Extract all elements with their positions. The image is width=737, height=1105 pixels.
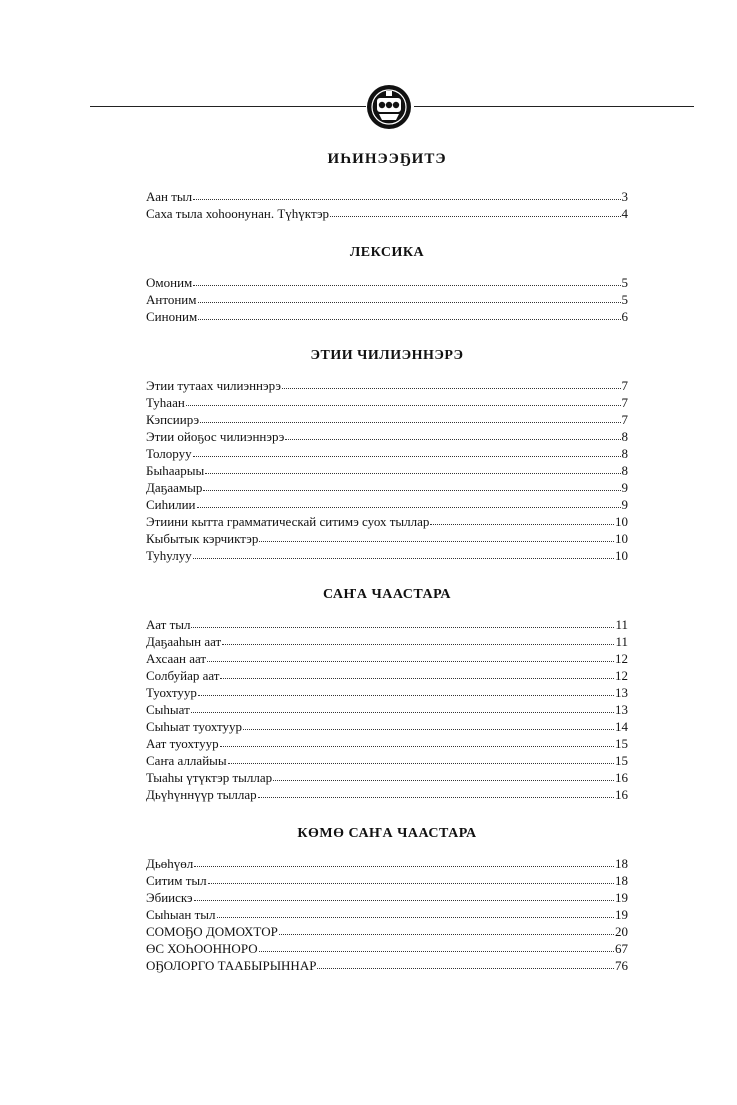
entry-label: Ситим тыл <box>146 873 207 888</box>
toc-entry <box>146 188 628 205</box>
entry-label: Дьүһүннүүр тыллар <box>146 787 257 802</box>
toc-entry <box>146 940 628 957</box>
toc-entry <box>146 274 628 291</box>
entry-page-number: 20 <box>615 924 628 939</box>
dot-leader <box>197 497 621 508</box>
toc-entry <box>146 445 628 462</box>
toc-entry <box>146 769 628 786</box>
entry-page-number: 15 <box>615 753 628 768</box>
toc-entry <box>146 735 628 752</box>
entry-label: Солбуйар аат <box>146 668 220 683</box>
entry-page-number: 19 <box>615 890 628 905</box>
entry-page-number: 10 <box>615 531 628 546</box>
entry-label: Толоруу <box>146 446 192 461</box>
dot-leader <box>194 890 614 901</box>
toc-entry <box>146 889 628 906</box>
toc-entry <box>146 752 628 769</box>
entry-label: Туохтуур <box>146 685 197 700</box>
toc-entry <box>146 291 628 308</box>
entry-label: Кэпсиирэ <box>146 412 200 427</box>
entry-label: Сыһыан тыл <box>146 907 216 922</box>
dot-leader <box>222 634 614 645</box>
dot-leader <box>198 309 620 320</box>
entry-page-number: 12 <box>615 651 628 666</box>
toc-entry <box>146 786 628 803</box>
toc-entry <box>146 513 628 530</box>
entry-label: Сиһилии <box>146 497 196 512</box>
entry-page-number: 67 <box>615 941 628 956</box>
entry-label: Эбиискэ <box>146 890 193 905</box>
toc-entry <box>146 650 628 667</box>
entry-label: Саҥа аллайыы <box>146 753 227 768</box>
section-title: ЭТИИ ЧИЛИЭННЭРЭ <box>310 348 464 363</box>
entry-label: Даҕааһын аат <box>146 634 222 649</box>
entry-label: Туһулуу <box>146 548 192 563</box>
dot-leader <box>273 770 614 781</box>
dot-leader <box>193 189 620 200</box>
section-title: САҤА ЧААСТАРА <box>322 587 452 602</box>
entry-label: Этиини кытта грамматическай ситимэ суох тыллар <box>146 514 430 529</box>
section-title: КӨМӨ САҤА ЧААСТАРА <box>297 826 477 841</box>
entry-page-number: 11 <box>615 617 628 632</box>
entry-page-number: 7 <box>621 412 628 427</box>
dot-leader <box>220 668 614 679</box>
entry-page-number: 19 <box>615 907 628 922</box>
entry-label: ӨС ХОҺООННОРО <box>146 941 258 956</box>
toc-entry <box>146 547 628 564</box>
entry-page-number: 7 <box>621 378 628 393</box>
entry-label: Антоним <box>146 292 197 307</box>
entry-page-number: 7 <box>621 395 628 410</box>
dot-leader <box>217 907 614 918</box>
entry-page-number: 5 <box>621 275 628 290</box>
dot-leader <box>220 736 614 747</box>
dot-leader <box>282 378 621 389</box>
dot-leader <box>228 753 614 764</box>
toc-entry <box>146 718 628 735</box>
entry-page-number: 13 <box>615 702 628 717</box>
entry-label: Ахсаан аат <box>146 651 207 666</box>
entry-label: Даҕаамыр <box>146 480 203 495</box>
toc-entry <box>146 701 628 718</box>
entry-page-number: 8 <box>621 463 628 478</box>
entry-label: Этии тутаах чилиэннэрэ <box>146 378 281 393</box>
section-entries <box>146 274 628 325</box>
toc-entry <box>146 394 628 411</box>
dot-leader <box>330 206 620 217</box>
dot-leader <box>285 429 620 440</box>
toc-entry <box>146 906 628 923</box>
entry-label: Туһаан <box>146 395 185 410</box>
entry-label: Тыаһы үтүктэр тыллар <box>146 770 273 785</box>
toc-entry <box>146 496 628 513</box>
dot-leader <box>259 941 614 952</box>
entry-page-number: 6 <box>621 309 628 324</box>
dot-leader <box>430 514 614 525</box>
entry-label: СОМОҔО ДОМОХТОР <box>146 924 278 939</box>
toc-entry <box>146 957 628 974</box>
toc-entry <box>146 377 628 394</box>
toc-entry <box>146 411 628 428</box>
toc-entry <box>146 479 628 496</box>
dot-leader <box>208 873 614 884</box>
entry-page-number: 4 <box>621 206 628 221</box>
entry-label: Аан тыл <box>146 189 193 204</box>
entry-label: Кыбытык кэрчиктэр <box>146 531 259 546</box>
entry-page-number: 15 <box>615 736 628 751</box>
dot-leader <box>198 292 621 303</box>
entry-label: Омоним <box>146 275 193 290</box>
dot-leader <box>193 446 621 457</box>
entry-page-number: 10 <box>615 514 628 529</box>
dot-leader <box>207 651 614 662</box>
section-entries <box>146 616 628 803</box>
header-rule-right <box>414 106 694 107</box>
entry-label: Аат тыл <box>146 617 191 632</box>
entry-label: Сыһыат <box>146 702 190 717</box>
entry-page-number: 16 <box>615 787 628 802</box>
entry-label: Синоним <box>146 309 198 324</box>
dot-leader <box>191 702 614 713</box>
section-entries <box>146 377 628 564</box>
section-title: ЛЕКСИКА <box>349 245 425 260</box>
entry-page-number: 3 <box>621 189 628 204</box>
entry-label: Этии ойоҕос чилиэннэрэ <box>146 429 285 444</box>
entry-page-number: 9 <box>621 497 628 512</box>
entry-page-number: 18 <box>615 856 628 871</box>
toc-entry <box>146 462 628 479</box>
dot-leader <box>258 787 614 798</box>
toc-entry <box>146 633 628 650</box>
entry-page-number: 10 <box>615 548 628 563</box>
toc-entry <box>146 923 628 940</box>
toc-entry <box>146 872 628 889</box>
dot-leader <box>205 463 620 474</box>
dot-leader <box>193 548 614 559</box>
entry-page-number: 11 <box>615 634 628 649</box>
entry-page-number: 76 <box>615 958 628 973</box>
header-rule-left <box>90 106 366 107</box>
ornament-emblem-icon <box>365 83 413 131</box>
dot-leader <box>191 617 614 628</box>
toc-entry <box>146 428 628 445</box>
entry-label: Сыһыат туохтуур <box>146 719 243 734</box>
section-entries <box>146 855 628 974</box>
dot-leader <box>200 412 620 423</box>
dot-leader <box>279 924 614 935</box>
toc-entry <box>146 205 628 222</box>
entry-page-number: 8 <box>621 446 628 461</box>
toc-entry <box>146 616 628 633</box>
entry-page-number: 5 <box>621 292 628 307</box>
toc-entry <box>146 667 628 684</box>
entry-page-number: 16 <box>615 770 628 785</box>
entry-page-number: 13 <box>615 685 628 700</box>
dot-leader <box>186 395 621 406</box>
toc-entry <box>146 530 628 547</box>
toc-entry <box>146 308 628 325</box>
dot-leader <box>259 531 614 542</box>
dot-leader <box>317 958 614 969</box>
dot-leader <box>194 856 614 867</box>
entry-label: Быһаарыы <box>146 463 205 478</box>
toc-entry <box>146 684 628 701</box>
dot-leader <box>243 719 614 730</box>
entry-label: ОҔОЛОРГО ТААБЫРЫННАР <box>146 958 317 973</box>
entry-page-number: 18 <box>615 873 628 888</box>
table-of-contents <box>146 150 628 996</box>
dot-leader <box>193 275 620 286</box>
entry-page-number: 8 <box>621 429 628 444</box>
section-entries <box>146 188 628 222</box>
entry-label: Дьөһүөл <box>146 856 194 871</box>
toc-entry <box>146 855 628 872</box>
entry-page-number: 9 <box>621 480 628 495</box>
entry-page-number: 14 <box>615 719 628 734</box>
entry-label: Аат туохтуур <box>146 736 219 751</box>
section-title: ИҺИНЭЭҔИТЭ <box>327 151 447 167</box>
entry-label: Саха тыла хоһоонунан. Түһүктэр <box>146 206 330 221</box>
dot-leader <box>198 685 614 696</box>
entry-page-number: 12 <box>615 668 628 683</box>
dot-leader <box>203 480 620 491</box>
